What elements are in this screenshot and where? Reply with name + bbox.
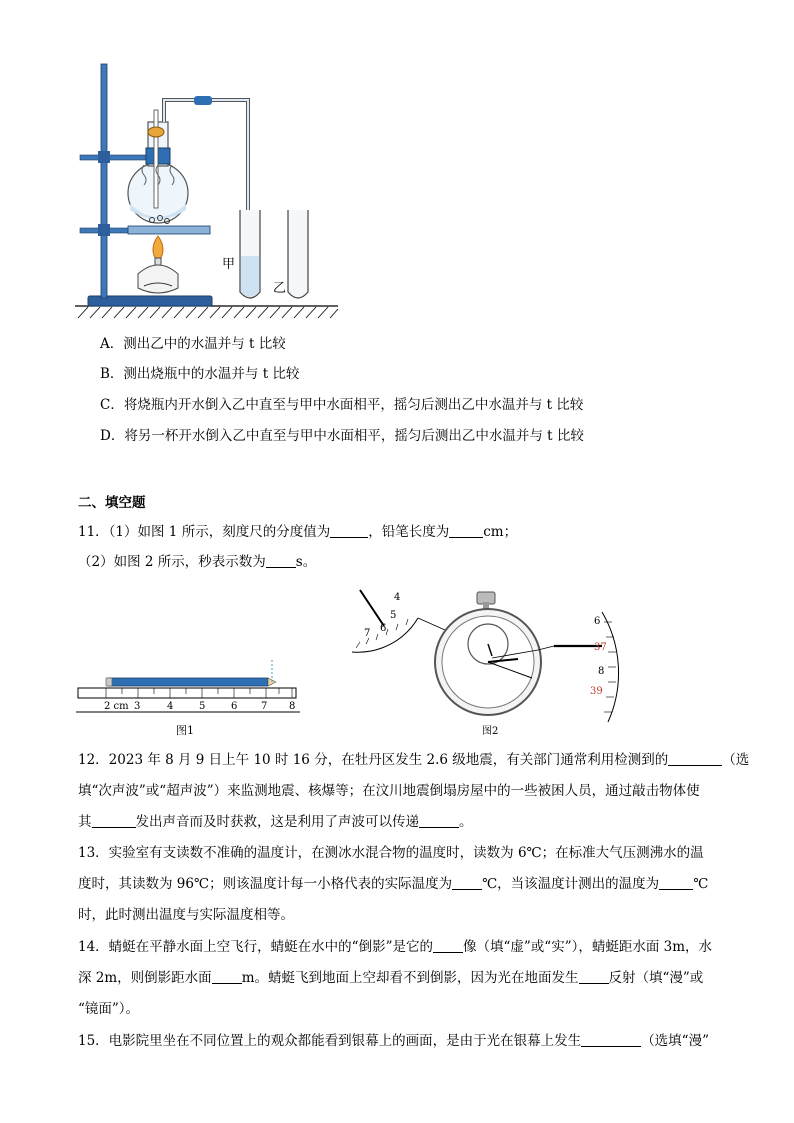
q11-blank-2[interactable]	[449, 523, 483, 538]
scale-label-39: 39	[590, 686, 603, 697]
q13-blank-2[interactable]	[659, 875, 693, 890]
question-13-line2	[78, 874, 734, 894]
option-d: D．将另一杯开水倒入乙中直至与甲中水面相平，摇匀后测出乙中水温并与 t 比较	[100, 428, 584, 444]
q14-text-c: 深 2m，则倒影距水面	[78, 970, 212, 986]
question-13-line1: 13．实验室有支读数不准确的温度计，在测冰水混合物的温度时，读数为 6℃；在标准大气压测沸水的温	[78, 845, 704, 861]
q14-blank-1[interactable]	[433, 938, 463, 953]
q13-text-c: ℃	[693, 876, 709, 892]
tube-label-yi: 乙	[273, 281, 287, 296]
q15-text-a: 15．电影院里坐在不同位置上的观众都能看到银幕上的画面，是由于光在银幕上发生	[78, 1033, 582, 1049]
ruler-label-7: 7	[261, 701, 268, 712]
q15-blank-1[interactable]	[581, 1032, 641, 1047]
figure-2-stopwatch	[342, 582, 642, 740]
q14-text-e: 反射（填“漫”或	[608, 970, 704, 986]
question-12-line3	[78, 812, 734, 832]
q12-text-b: （选	[722, 752, 750, 768]
q11-text-b: ，铅笔长度为	[368, 524, 450, 540]
question-12-line2: 填“次声波”或“超声波”）来监测地震、核爆等；在汶川地震倒塌房屋中的一些被困人员，通过敲击物体使	[78, 783, 700, 799]
q12-blank-2[interactable]	[92, 813, 136, 828]
ruler-label-4: 4	[167, 701, 174, 712]
q12-text-a: 12．2023 年 8 月 9 日上午 10 时 16 分，在牡丹区发生 2.6 级地震，有关部门通常利用检测到的	[78, 752, 669, 768]
q12-text-c: 其	[78, 814, 92, 830]
q13-text-b: ℃，当该温度计测出的温度为	[482, 876, 660, 892]
q14-text-a: 14．蜻蜓在平静水面上空飞行，蜻蜓在水中的“倒影”是它的	[78, 939, 433, 955]
scale-label-37: 37	[594, 642, 607, 653]
q12-blank-1[interactable]	[668, 751, 722, 766]
figure-1-caption: 图1	[176, 724, 194, 737]
option-b: B．测出烧瓶中的水温并与 t 比较	[100, 366, 300, 382]
ruler-label-3: 3	[134, 701, 141, 712]
figure-1-ruler	[76, 654, 300, 738]
q13-blank-1[interactable]	[452, 875, 482, 890]
ruler-label-8: 8	[289, 701, 296, 712]
q13-text-a: 度时，其读数为 96℃；则该温度计每一小格代表的实际温度为	[78, 876, 453, 892]
ruler-label-6: 6	[231, 701, 238, 712]
q14-text-d: m。蜻蜓飞到地面上空却看不到倒影，因为光在地面发生	[241, 970, 579, 986]
question-13-line3: 时，此时测出温度与实际温度相等。	[78, 907, 294, 923]
q11-text-a: 11．（1）如图 1 所示，刻度尺的分度值为	[78, 524, 331, 540]
tube-label-jia: 甲	[222, 257, 236, 272]
question-12-line1	[78, 750, 750, 770]
q12-text-d: 发出声音而及时获救，这是利用了声波可以传递	[135, 814, 419, 830]
q15-text-b: （选填“漫”	[641, 1033, 709, 1049]
scale-label-8: 8	[598, 666, 605, 677]
q12-blank-3[interactable]	[419, 813, 459, 828]
option-c: C．将烧瓶内开水倒入乙中直至与甲中水面相平，摇匀后测出乙中水温并与 t 比较	[100, 397, 584, 413]
q14-text-b: 像（填“虚”或“实”），蜻蜓距水面 3m，水	[462, 939, 713, 955]
section-title: 二、填空题	[78, 495, 146, 511]
q11-text-e: s。	[295, 554, 317, 570]
apparatus-figure	[70, 60, 350, 322]
question-14-line3: “镜面”）。	[78, 1001, 140, 1017]
q11-blank-1[interactable]	[330, 523, 368, 538]
question-14-line2	[78, 968, 734, 988]
ruler-label-2cm: 2 cm	[104, 701, 129, 712]
dial-label-7: 7	[364, 628, 371, 639]
q11-text-c: cm；	[483, 524, 518, 540]
scale-label-6: 6	[594, 616, 601, 627]
q11-text-d: （2）如图 2 所示，秒表示数为	[78, 554, 266, 570]
q14-blank-2[interactable]	[212, 969, 242, 984]
figure-2-caption: 图2	[482, 726, 499, 737]
q11-blank-3[interactable]	[266, 553, 296, 568]
q12-text-e: 。	[459, 814, 473, 830]
question-11-part1	[78, 522, 734, 542]
question-14-line1	[78, 937, 734, 957]
dial-label-4: 4	[394, 592, 401, 603]
ruler-label-5: 5	[199, 701, 206, 712]
question-11-part2	[78, 552, 734, 572]
dial-label-6: 6	[380, 623, 387, 634]
q14-blank-3[interactable]	[579, 969, 609, 984]
dial-label-5: 5	[390, 610, 397, 621]
question-15-line1	[78, 1031, 734, 1051]
option-a: A．测出乙中的水温并与 t 比较	[100, 336, 286, 352]
